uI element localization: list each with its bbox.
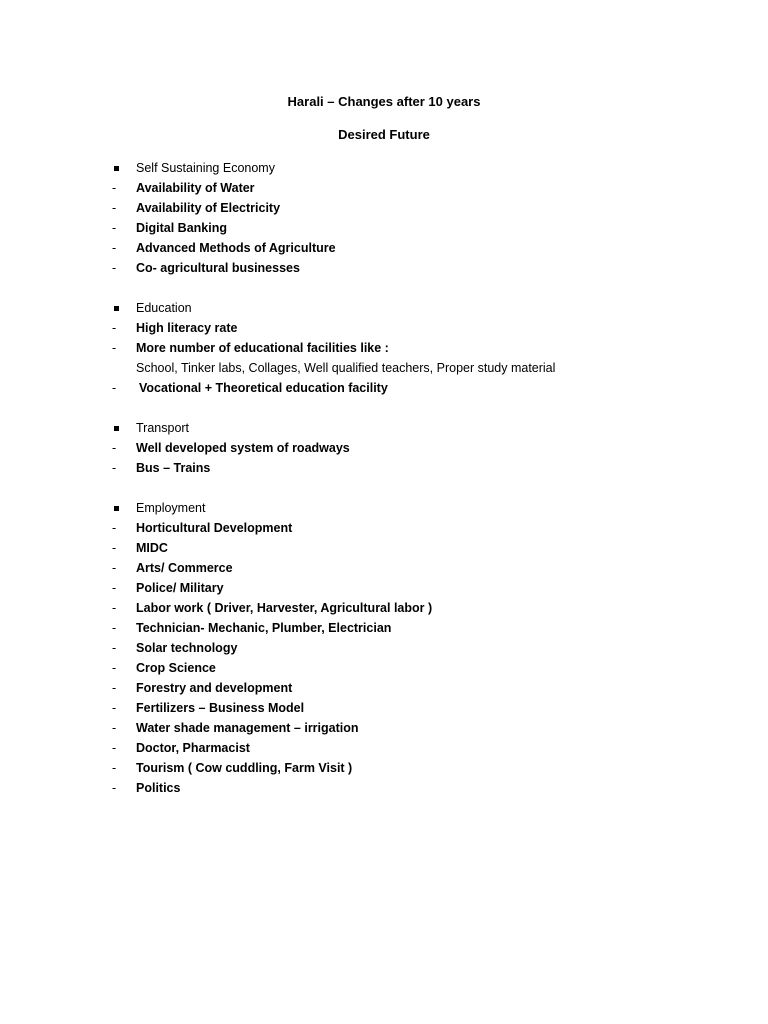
list-item-label: Vocational + Theoretical education facility [139, 381, 388, 395]
dash-bullet: - [112, 641, 117, 655]
dash-bullet: - [112, 601, 117, 615]
list-item-continuation-label: School, Tinker labs, Collages, Well qualified teachers, Proper study material [136, 361, 556, 375]
dash-bullet: - [112, 741, 117, 755]
dash-bullet: - [112, 461, 117, 475]
list-item-label: High literacy rate [136, 321, 238, 335]
dash-bullet: - [112, 761, 117, 775]
dash-bullet: - [112, 661, 117, 675]
list-item-label: Bus – Trains [136, 461, 211, 475]
list-item-label: Digital Banking [136, 221, 227, 235]
list-item-label: More number of educational facilities like : [136, 341, 389, 355]
list-item-label: Water shade management – irrigation [136, 721, 359, 735]
dash-bullet: - [112, 381, 117, 395]
list-item [112, 520, 712, 540]
list-item-label: Politics [136, 781, 181, 795]
section-heading-label: Transport [136, 421, 190, 435]
list-item [112, 340, 712, 360]
list-item [112, 600, 712, 620]
section-education [112, 300, 712, 400]
list-item [112, 180, 712, 200]
list-item [112, 640, 712, 660]
list-item [112, 560, 712, 580]
list-item [112, 540, 712, 560]
dash-bullet: - [112, 681, 117, 695]
section-heading-label: Education [136, 301, 192, 315]
list-item [112, 440, 712, 460]
list-item [112, 760, 712, 780]
list-item [112, 260, 712, 280]
list-item [112, 780, 712, 800]
list-item [112, 200, 712, 220]
list-item [112, 620, 712, 640]
dash-bullet: - [112, 721, 117, 735]
list-item-continuation [112, 360, 712, 380]
list-item-label: Crop Science [136, 661, 216, 675]
dash-bullet: - [112, 541, 117, 555]
section-employment [112, 500, 712, 800]
list-item-label: Labor work ( Driver, Harvester, Agricultural labor ) [136, 601, 433, 615]
section-heading [112, 420, 712, 440]
list-item-label: Doctor, Pharmacist [136, 741, 250, 755]
list-item [112, 680, 712, 700]
list-item [112, 240, 712, 260]
dash-bullet: - [112, 621, 117, 635]
list-item [112, 220, 712, 240]
list-item-label: Advanced Methods of Agriculture [136, 241, 336, 255]
list-item-label: Horticultural Development [136, 521, 293, 535]
section-heading-label: Self Sustaining Economy [136, 161, 275, 175]
dash-bullet: - [112, 341, 117, 355]
list-item [112, 660, 712, 680]
dash-bullet: - [112, 781, 117, 795]
list-item [112, 740, 712, 760]
document-title: Harali – Changes after 10 years [287, 94, 481, 109]
section-heading [112, 160, 712, 180]
list-item-label: Availability of Water [136, 181, 255, 195]
list-item-label: Well developed system of roadways [136, 441, 350, 455]
section-economy [112, 160, 712, 280]
list-item [112, 380, 712, 400]
list-item [112, 320, 712, 340]
dash-bullet: - [112, 321, 117, 335]
dash-bullet: - [112, 561, 117, 575]
dash-bullet: - [112, 181, 117, 195]
dash-bullet: - [112, 241, 117, 255]
document-body [112, 160, 712, 820]
list-item-label: Arts/ Commerce [136, 561, 233, 575]
section-heading [112, 500, 712, 520]
list-item-label: Tourism ( Cow cuddling, Farm Visit ) [136, 761, 353, 775]
list-item-label: Technician- Mechanic, Plumber, Electrician [136, 621, 392, 635]
list-item [112, 700, 712, 720]
dash-bullet: - [112, 261, 117, 275]
document-subtitle: Desired Future [338, 127, 430, 142]
dash-bullet: - [112, 201, 117, 215]
dash-bullet: - [112, 521, 117, 535]
section-transport [112, 420, 712, 480]
list-item-label: Co- agricultural businesses [136, 261, 300, 275]
list-item-label: Police/ Military [136, 581, 224, 595]
list-item-label: Fertilizers – Business Model [136, 701, 305, 715]
list-item-label: Solar technology [136, 641, 238, 655]
list-item-label: Availability of Electricity [136, 201, 281, 215]
list-item-label: MIDC [136, 541, 168, 555]
dash-bullet: - [112, 581, 117, 595]
dash-bullet: - [112, 701, 117, 715]
section-heading [112, 300, 712, 320]
list-item [112, 720, 712, 740]
list-item [112, 460, 712, 480]
dash-bullet: - [112, 221, 117, 235]
list-item-label: Forestry and development [136, 681, 293, 695]
section-heading-label: Employment [136, 501, 206, 515]
list-item [112, 580, 712, 600]
dash-bullet: - [112, 441, 117, 455]
